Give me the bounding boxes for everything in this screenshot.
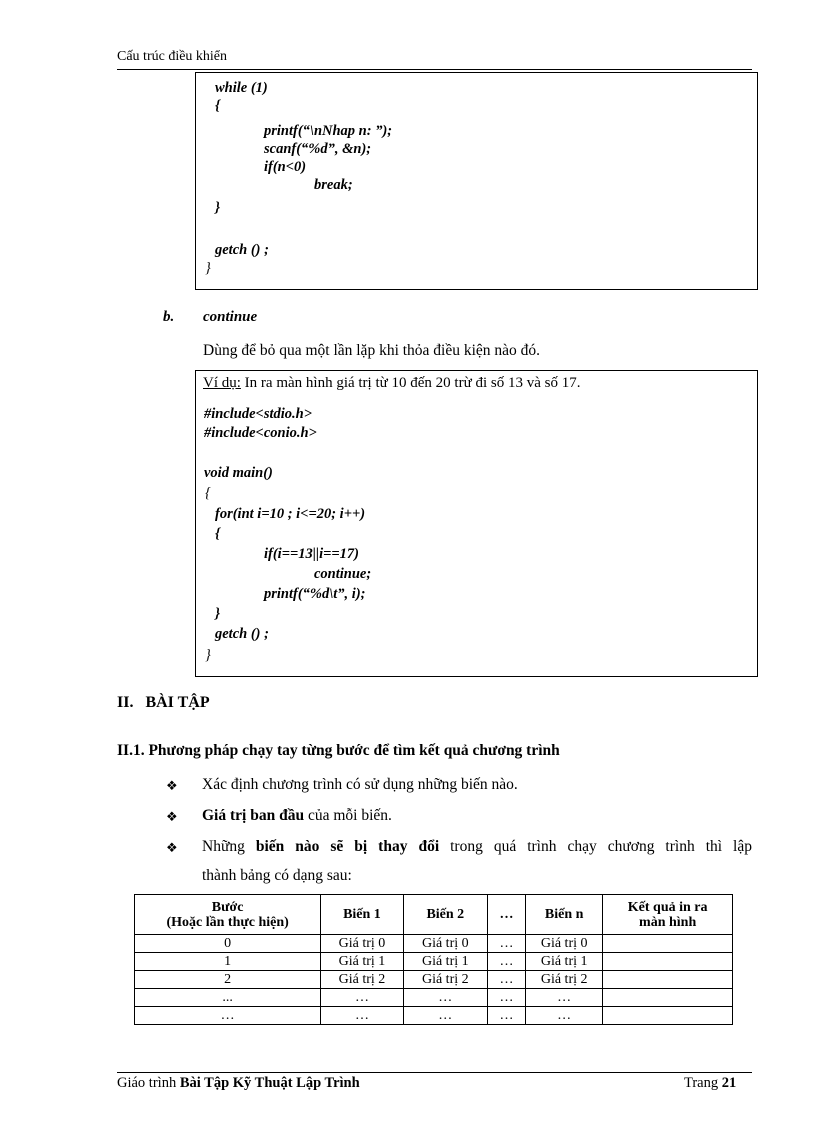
- subsection-heading: II.1. Phương pháp chạy tay từng bước để tìm kết quả chương trình: [117, 742, 560, 759]
- table-cell: 1: [135, 953, 321, 971]
- bullet-item: Xác định chương trình có sử dụng những biến nào.: [202, 776, 518, 793]
- code-line: void main(): [204, 465, 273, 481]
- footer-page-label: Trang: [684, 1075, 722, 1091]
- bullet-bold-text: biến nào sẽ bị thay đổi: [255, 838, 440, 855]
- bullet-text: Những: [202, 838, 256, 855]
- code-line: scanf(“%d”, &n);: [264, 141, 372, 157]
- footer-divider: [117, 1072, 752, 1073]
- code-line: if(i==13||i==17): [264, 546, 360, 562]
- code-line: }: [215, 606, 221, 622]
- table-cell: [603, 953, 733, 971]
- table-cell: …: [488, 971, 526, 989]
- table-cell: Giá trị 2: [403, 971, 487, 989]
- table-cell: [603, 935, 733, 953]
- header-step: Bước (Hoặc lần thực hiện): [135, 895, 321, 935]
- table-cell: …: [488, 989, 526, 1007]
- code-line: {: [215, 98, 221, 114]
- code-line: {: [215, 526, 221, 542]
- code-line: while (1): [215, 80, 268, 96]
- table-row: [135, 989, 733, 1007]
- code-line: }: [205, 647, 211, 663]
- table-cell: Giá trị 2: [321, 971, 403, 989]
- code-line: printf(“\nNhap n: ”);: [264, 123, 393, 139]
- table-cell: [603, 971, 733, 989]
- diamond-bullet-icon: ❖: [166, 778, 178, 793]
- header-divider: [117, 69, 752, 70]
- code-line: for(int i=10 ; i<=20; i++): [215, 506, 366, 522]
- table-cell: …: [403, 1007, 487, 1025]
- table-cell: …: [488, 1007, 526, 1025]
- bullet-item: [202, 807, 392, 825]
- header-var2: Biến 2: [403, 895, 487, 935]
- table-cell: Giá trị 0: [403, 935, 487, 953]
- table-cell: …: [526, 1007, 603, 1025]
- code-line: getch () ;: [215, 626, 269, 642]
- header-output: Kết quả in ra màn hình: [603, 895, 733, 935]
- code-line: #include<conio.h>: [204, 425, 317, 441]
- table-cell: [603, 989, 733, 1007]
- code-line: break;: [314, 177, 353, 193]
- bullet-item: [202, 838, 752, 856]
- footer-book-title: [117, 1075, 360, 1092]
- table-cell: 0: [135, 935, 321, 953]
- section-heading: II. BÀI TẬP: [117, 694, 210, 711]
- table-cell: …: [488, 935, 526, 953]
- header-ellipsis: …: [488, 895, 526, 935]
- table-cell: Giá trị 1: [526, 953, 603, 971]
- code-line: {: [205, 485, 211, 501]
- table-row: [135, 971, 733, 989]
- subsection-description: Dùng để bỏ qua một lần lặp khi thỏa điều kiện nào đó.: [203, 342, 541, 359]
- table-cell: Giá trị 1: [321, 953, 403, 971]
- table-cell: …: [321, 1007, 403, 1025]
- step-trace-table: [134, 894, 733, 1025]
- table-header-row: [135, 895, 733, 935]
- table-cell: …: [488, 953, 526, 971]
- code-line: continue;: [314, 566, 372, 582]
- example-caption: [203, 375, 580, 392]
- table-row: [135, 1007, 733, 1025]
- header-varn: Biến n: [526, 895, 603, 935]
- table-cell: …: [526, 989, 603, 1007]
- code-line: #include<stdio.h>: [204, 406, 312, 422]
- footer-page-number: [684, 1075, 736, 1092]
- header-var1: Biến 1: [321, 895, 403, 935]
- code-box-while: [195, 72, 758, 290]
- subsection-label: b.: [163, 309, 175, 325]
- diamond-bullet-icon: ❖: [166, 840, 178, 855]
- code-line: }: [215, 200, 221, 216]
- table-cell: ...: [135, 989, 321, 1007]
- code-line: }: [205, 260, 211, 276]
- table-cell: …: [403, 989, 487, 1007]
- page-header-title: Cấu trúc điều khiển: [117, 49, 228, 64]
- table-row: [135, 935, 733, 953]
- footer-book-name: Bài Tập Kỹ Thuật Lập Trình: [179, 1075, 360, 1091]
- example-label: Ví dụ:: [203, 375, 241, 391]
- diamond-bullet-icon: ❖: [166, 809, 178, 824]
- table-cell: …: [321, 989, 403, 1007]
- code-line: getch () ;: [215, 242, 269, 258]
- bullet-continuation: thành bảng có dạng sau:: [202, 867, 352, 884]
- bullet-text: của mỗi biến.: [304, 807, 392, 824]
- table-cell: [603, 1007, 733, 1025]
- table-cell: Giá trị 1: [403, 953, 487, 971]
- bullet-text: trong quá trình chạy chương trình thì lập: [439, 838, 752, 855]
- table-cell: Giá trị 0: [526, 935, 603, 953]
- example-text: In ra màn hình giá trị từ 10 đến 20 trừ đi số 13 và số 17.: [240, 375, 581, 391]
- table-row: [135, 953, 733, 971]
- table-cell: 2: [135, 971, 321, 989]
- footer-page-value: 21: [721, 1075, 737, 1091]
- code-line: printf(“%d\t”, i);: [264, 586, 366, 602]
- table-cell: Giá trị 2: [526, 971, 603, 989]
- table-cell: …: [135, 1007, 321, 1025]
- subsection-title: continue: [203, 309, 258, 325]
- bullet-bold-text: Giá trị ban đầu: [202, 807, 305, 824]
- code-line: if(n<0): [264, 159, 307, 175]
- table-cell: Giá trị 0: [321, 935, 403, 953]
- footer-prefix: Giáo trình: [117, 1075, 180, 1091]
